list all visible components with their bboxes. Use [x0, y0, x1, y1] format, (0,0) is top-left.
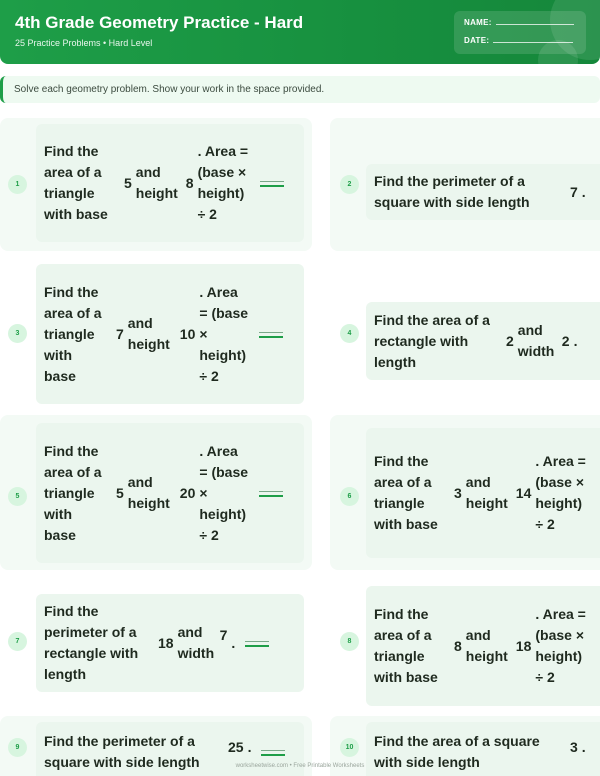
- name-field[interactable]: [496, 24, 574, 25]
- footer-credit: worksheetwise.com • Free Printable Worksheets: [235, 763, 365, 769]
- problem-body: [36, 264, 304, 404]
- problem-value: 14: [515, 484, 532, 501]
- problem-value: 7: [116, 325, 124, 342]
- answer-blank[interactable]: [260, 181, 284, 186]
- problem-number-badge: 3: [8, 324, 27, 343]
- problem-text: . Area = (base × height) ÷ 2: [199, 442, 249, 543]
- problem-text: . Area = (base × height) ÷ 2: [535, 453, 586, 532]
- problem-text: . Area = (base × height) ÷ 2: [199, 283, 249, 384]
- problem-text: Find the area of a square with side length: [374, 733, 540, 770]
- problem-card: [330, 415, 600, 570]
- problem-number-badge: 4: [340, 324, 359, 343]
- page-subtitle: 25 Practice Problems • Hard Level: [15, 38, 153, 48]
- problem-card: [0, 118, 312, 251]
- problem-value: 3: [570, 738, 578, 755]
- problem-text: Find the area of a triangle with base: [44, 442, 102, 543]
- problem-text: . Area = (base × height) ÷ 2: [535, 606, 586, 685]
- problem-body: [36, 594, 304, 692]
- problem-value: 25: [228, 738, 244, 755]
- answer-blank[interactable]: [259, 491, 283, 496]
- problem-body: [366, 586, 600, 706]
- problem-text: Find the area of a triangle with base: [374, 453, 438, 532]
- worksheet-header: [0, 0, 600, 64]
- problem-value: 2: [561, 332, 570, 349]
- page-title: 4th Grade Geometry Practice - Hard: [15, 13, 304, 32]
- date-row: [464, 36, 573, 45]
- instructions-banner: Solve each geometry problem. Show your work in the space provided.: [0, 76, 600, 103]
- problem-value: 20: [179, 484, 196, 501]
- problem-value: 18: [515, 637, 532, 654]
- problem-value: 7: [219, 626, 228, 643]
- problem-text: .: [581, 738, 586, 755]
- problem-number-badge: 10: [340, 738, 359, 757]
- problem-value: 3: [454, 484, 462, 501]
- problem-card: [0, 415, 312, 570]
- problem-value: 8: [454, 637, 462, 654]
- problem-value: 5: [116, 484, 124, 501]
- problem-text: .: [247, 738, 252, 755]
- problem-text: .: [573, 332, 578, 349]
- problem-body: [366, 164, 600, 220]
- date-label: DATE:: [464, 36, 490, 45]
- answer-blank[interactable]: [261, 750, 285, 755]
- problem-card: [330, 262, 600, 410]
- problem-number-badge: 5: [8, 487, 27, 506]
- problem-value: 2: [506, 332, 514, 349]
- problem-number-badge: 1: [8, 175, 27, 194]
- problem-value: 5: [124, 174, 132, 191]
- date-field[interactable]: [493, 42, 573, 43]
- name-label: NAME:: [464, 18, 492, 27]
- problem-body: [366, 428, 600, 558]
- problem-text: Find the perimeter of a square with side length: [44, 733, 200, 770]
- problem-text: . Area = (base × height) ÷ 2: [197, 143, 249, 222]
- problem-body: [366, 302, 600, 380]
- problem-card: [330, 580, 600, 706]
- problem-text: and height: [127, 315, 170, 352]
- problem-value: 10: [179, 325, 196, 342]
- problem-text: .: [581, 183, 586, 200]
- problem-card: [0, 580, 312, 706]
- problem-number-badge: 9: [8, 738, 27, 757]
- problem-card: [0, 262, 312, 410]
- problem-number-badge: 8: [340, 632, 359, 651]
- problem-number-badge: 2: [340, 175, 359, 194]
- name-row: [464, 18, 574, 27]
- problem-body: [36, 423, 304, 563]
- problem-body: [36, 124, 304, 242]
- problem-text: Find the area of a rectangle with length: [374, 311, 490, 370]
- problem-text: .: [231, 634, 236, 651]
- problem-text: and width: [177, 624, 215, 661]
- problem-text: and width: [517, 322, 555, 359]
- problem-text: Find the perimeter of a rectangle with length: [44, 603, 139, 682]
- problem-text: Find the area of a triangle with base: [44, 283, 102, 384]
- problem-text: and height: [465, 627, 508, 664]
- problem-text: and height: [135, 164, 178, 201]
- name-date-box: [454, 11, 586, 54]
- problem-value: 18: [158, 634, 174, 651]
- answer-blank[interactable]: [245, 641, 269, 646]
- problem-card: [330, 118, 600, 251]
- answer-blank[interactable]: [259, 332, 283, 337]
- problem-text: and height: [127, 474, 170, 511]
- problem-text: and height: [465, 474, 508, 511]
- problem-value: 8: [185, 174, 194, 191]
- problem-number-badge: 7: [8, 632, 27, 651]
- problem-text: Find the perimeter of a square with side length: [374, 173, 530, 210]
- problem-text: Find the area of a triangle with base: [374, 606, 438, 685]
- problem-value: 7: [570, 183, 578, 200]
- problem-text: Find the area of a triangle with base: [44, 143, 108, 222]
- problem-number-badge: 6: [340, 487, 359, 506]
